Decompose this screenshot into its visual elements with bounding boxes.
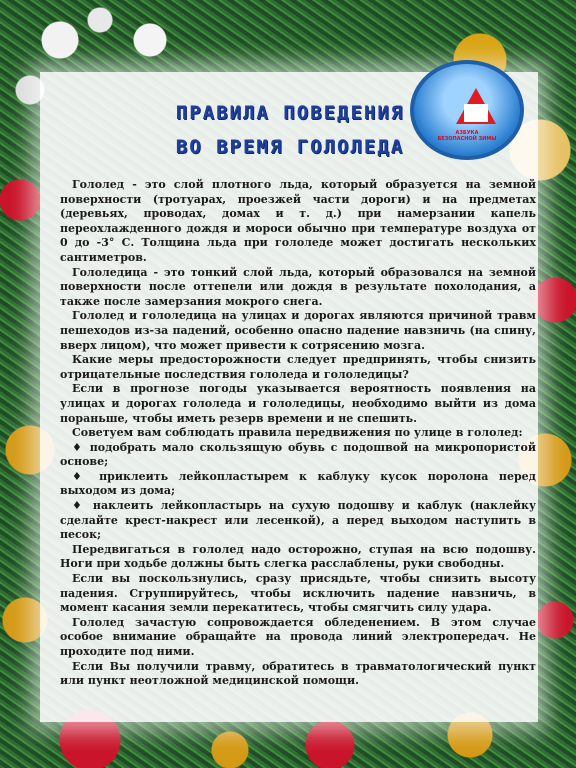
list-item: ♦ наклеить лейкопластырь на сухую подошву и каблук (наклейку сделайте крест-накрест или лесенкой), а перед выходом наступить в песок;	[60, 499, 536, 542]
title-line-1: ПРАВИЛА ПОВЕДЕНИЯ	[175, 102, 405, 124]
list-item: ♦ приклеить лейкопластырем к каблуку кусок поролона перед выходом из дома;	[60, 469, 536, 498]
paragraph-slip: Если вы поскользнулись, сразу присядьте, чтобы снизить высоту падения. Сгруппируйтесь, чтобы исключить падение навзничь, в момент касания земли перекатитесь, чтобы смягчить силу удара.	[60, 572, 536, 615]
warning-sign-inner	[464, 104, 488, 122]
paragraph-forecast: Если в прогнозе погоды указывается вероятность появления на улицах и дорогах гололеда и гололедицы, необходимо выйти из дома пораньше, чтобы иметь резерв времени и не спешить.	[60, 382, 536, 425]
paragraph-advice-intro: Советуем вам соблюдать правила передвижения по улице в гололед:	[72, 426, 523, 440]
paragraph-injury-help: Если Вы получили травму, обратитесь в травматологический пункт или пункт неотложной медицинской помощи.	[60, 659, 536, 688]
logo-text: АЗБУКА БЕЗОПАСНОЙ ЗИМЫ	[437, 130, 497, 142]
article-body	[60, 178, 536, 689]
paragraph-icing: Гололед зачастую сопровождается обледенением. В этом случае особое внимание обращайте на провода линий электропередач. Не проходите под ними.	[60, 615, 536, 658]
paragraph-definition-glaze: Гололед - это слой плотного льда, который образуется на земной поверхности (тротуарах, проезжей части дороги) и на предметах (деревьях, проводах, домах и т. д.) при намерзании капель переохлажденного дождя и мороси обычно при температуре воздуха от 0 до -3° С. Толщина льда при гололеде может достигать нескольких сантиметров.	[60, 178, 536, 264]
list-item: ♦ подобрать мало скользящую обувь с подошвой на микропористой основе;	[60, 440, 536, 469]
paragraph-injury-risk: Гололед и гололедица на улицах и дорогах являются причиной травм пешеходов из-за падений, особенно опасно падение навзничь (на спину, вверх лицом), что может привести к сотрясению мозга.	[60, 309, 536, 352]
paragraph-walking: Передвигаться в гололед надо осторожно, ступая на всю подошву. Ноги при ходьбе должны быть слегка расслаблены, руки свободны.	[60, 542, 536, 571]
paragraph-question: Какие меры предосторожности следует предпринять, чтобы снизить отрицательные последствия гололеда и гололедицы?	[60, 353, 536, 381]
paragraph-definition-ice: Гололедица - это тонкий слой льда, который образовался на земной поверхности после оттепели или дождя в результате похолодания, а также после замерзания мокрого снега.	[60, 265, 536, 308]
title-line-2: ВО ВРЕМЯ ГОЛОЛЕДА	[175, 136, 405, 158]
page-title	[140, 96, 440, 164]
